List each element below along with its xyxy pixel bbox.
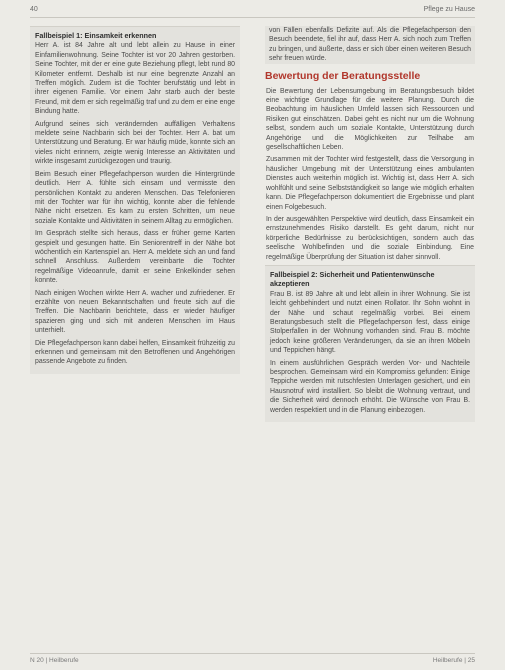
case-study-box-1 (30, 26, 240, 374)
running-title: Pflege zu Hause (423, 6, 475, 13)
paragraph: Die Pflegefachperson kann dabei helfen, Einsamkeit frühzeitig zu erkennen und gemeinsam mit den Betroffenen und Angehörigen passende Angebote zu finden. (35, 339, 235, 366)
footer-left: N 20 | Heilberufe (30, 657, 79, 664)
paragraph: von Fällen ebenfalls Defizite auf. Als die Pflegefachperson den Besuch beendete, fiel ihr auf, dass Herr A. sich noch zum Treffen zu bringen, und äußerte, dass er sich über einen weiteren Besuch sehr freuen würde. (269, 27, 471, 63)
case-study-continuation (265, 26, 475, 64)
section-heading: Bewertung der Beratungsstelle (265, 69, 421, 82)
paragraph: Zusammen mit der Tochter wird festgestellt, dass die Versorgung in häuslicher Umgebung mit der Unterstützung eines ambulanten Dienstes auch weiterhin möglich ist. Wichtig ist, dass Herr A. sich wohlfühlt und seine Selbstständigkeit so lange wie möglich erhalten kann. Die Pflegefachperson dokumentiert die Ergebnisse und plant einen Folgebesuch. (266, 156, 474, 211)
paragraph: Nach einigen Wochen wirkte Herr A. wacher und zufriedener. Er erzählte von neuen Bekanntschaften und freute sich auf die Treffen. Die Nachbarin berichtete, dass er wieder häufiger spazieren ging und sich mit anderen Menschen im Haus unterhielt. (35, 289, 235, 335)
paragraph: Aufgrund seines sich verändernden auffälligen Verhaltens meldete seine Nachbarin sich bei der Tochter. Herr A. bat um Unterstützung und Beratung. Er war häufig müde, konnte sich an vieles nicht erinnern, zeigte wenig Interesse an Aktivitäten und wirkte insgesamt zurückgezogen und traurig. (35, 120, 235, 166)
paragraph: Beim Besuch einer Pflegefachperson wurden die Hintergründe deutlich. Herr A. fühlte sich einsam und vermisste den persönlichen Kontakt zu anderen Menschen. Das Telefonieren mit der Tochter war für ihn wichtig, konnte aber die fehlende Nähe nicht ersetzen. Es kam zu ersten Schritten, um neue soziale Kontakte und Aktivitäten in seinem Alltag zu ermöglichen. (35, 170, 235, 225)
paragraph: Herr A. ist 84 Jahre alt und lebt allein zu Hause in einer Einfamilienwohnung. Seine Tochter ist vor 20 Jahren gestorben. Seine Tochter, mit der er eine gute Beziehung pflegt, lebt rund 80 Kilometer entfernt. Deshalb ist nur eine begrenzte Anzahl an Treffen möglich. Zudem ist die Tochter berufstätig und lebt in ihrer eigenen Familie. Vor einem Jahr starb auch der beste Freund, mit dem er sich regelmäßig traf und zu dem er eine enge Bindung hatte. (35, 42, 235, 116)
right-column (265, 26, 475, 422)
paragraph: In der ausgewählten Perspektive wird deutlich, dass Einsamkeit ein ernstzunehmendes Risiko darstellt. Es geht darum, nicht nur körperliche Bedürfnisse zu berücksichtigen, sondern auch das seelische Wohlbefinden und die soziale Einbindung. Eine regelmäßige Überprüfung der Situation ist daher sinnvoll. (266, 215, 474, 261)
footer-right: Heilberufe | 25 (432, 657, 475, 664)
paragraph: Im Gespräch stellte sich heraus, dass er früher gerne Karten gespielt und gesungen hatte. Ein Seniorentreff in der Nähe bot wöchentlich ein Kartenspiel an. Herr A. meldete sich an und fand schnell Anschluss. Außerdem vereinbarte die Tochter regelmäßige Videoanrufe, damit er seine Enkelkinder sehen konnte. (35, 230, 235, 285)
case-study-box-2 (265, 265, 475, 422)
left-column (30, 26, 240, 374)
case-study-title-1: Fallbeispiel 1: Einsamkeit erkennen (35, 31, 157, 40)
page-number: 40 (30, 6, 38, 13)
paragraph: Die Bewertung der Lebensumgebung im Beratungsbesuch bildet eine wichtige Grundlage für die weitere Planung. Durch die Beobachtung im häuslichen Umfeld lassen sich Ressourcen und Risiken gut einschätzen. Dabei geht es nicht nur um die Wohnung selbst, sondern auch um soziale Kontakte, Unterstützung durch Angehörige und die Möglichkeiten zur Teilhabe am gesellschaftlichen Leben. (266, 87, 474, 152)
footer-divider (30, 653, 475, 654)
case-study-title-2: Fallbeispiel 2: Sicherheit und Patientenwünsche akzeptieren (270, 269, 435, 289)
section-body (265, 87, 475, 262)
paragraph: Frau B. ist 89 Jahre alt und lebt allein in ihrer Wohnung. Sie ist leicht gehbehindert und nutzt einen Rollator. Ihr Sohn wohnt in der Nähe und schaut regelmäßig vorbei. Bei einem Beratungsbesuch stellt die Pflegefachperson fest, dass einige Stolperfallen in der Wohnung vorhanden sind. Frau B. möchte jedoch keine größeren Veränderungen, da sie an ihren Möbeln und Teppichen hängt. (270, 290, 470, 355)
paragraph: In einem ausführlichen Gespräch werden Vor- und Nachteile besprochen. Gemeinsam wird ein Kompromiss gefunden: Einige Teppiche werden mit rutschfesten Unterlagen gesichert, und ein Hausnotruf wird installiert. So bleibt die Wohnung vertraut, und die Sicherheit wird dennoch erhöht. Die Wünsche von Frau B. werden respektiert und in die Planung einbezogen. (270, 359, 470, 414)
header-divider (30, 17, 475, 18)
